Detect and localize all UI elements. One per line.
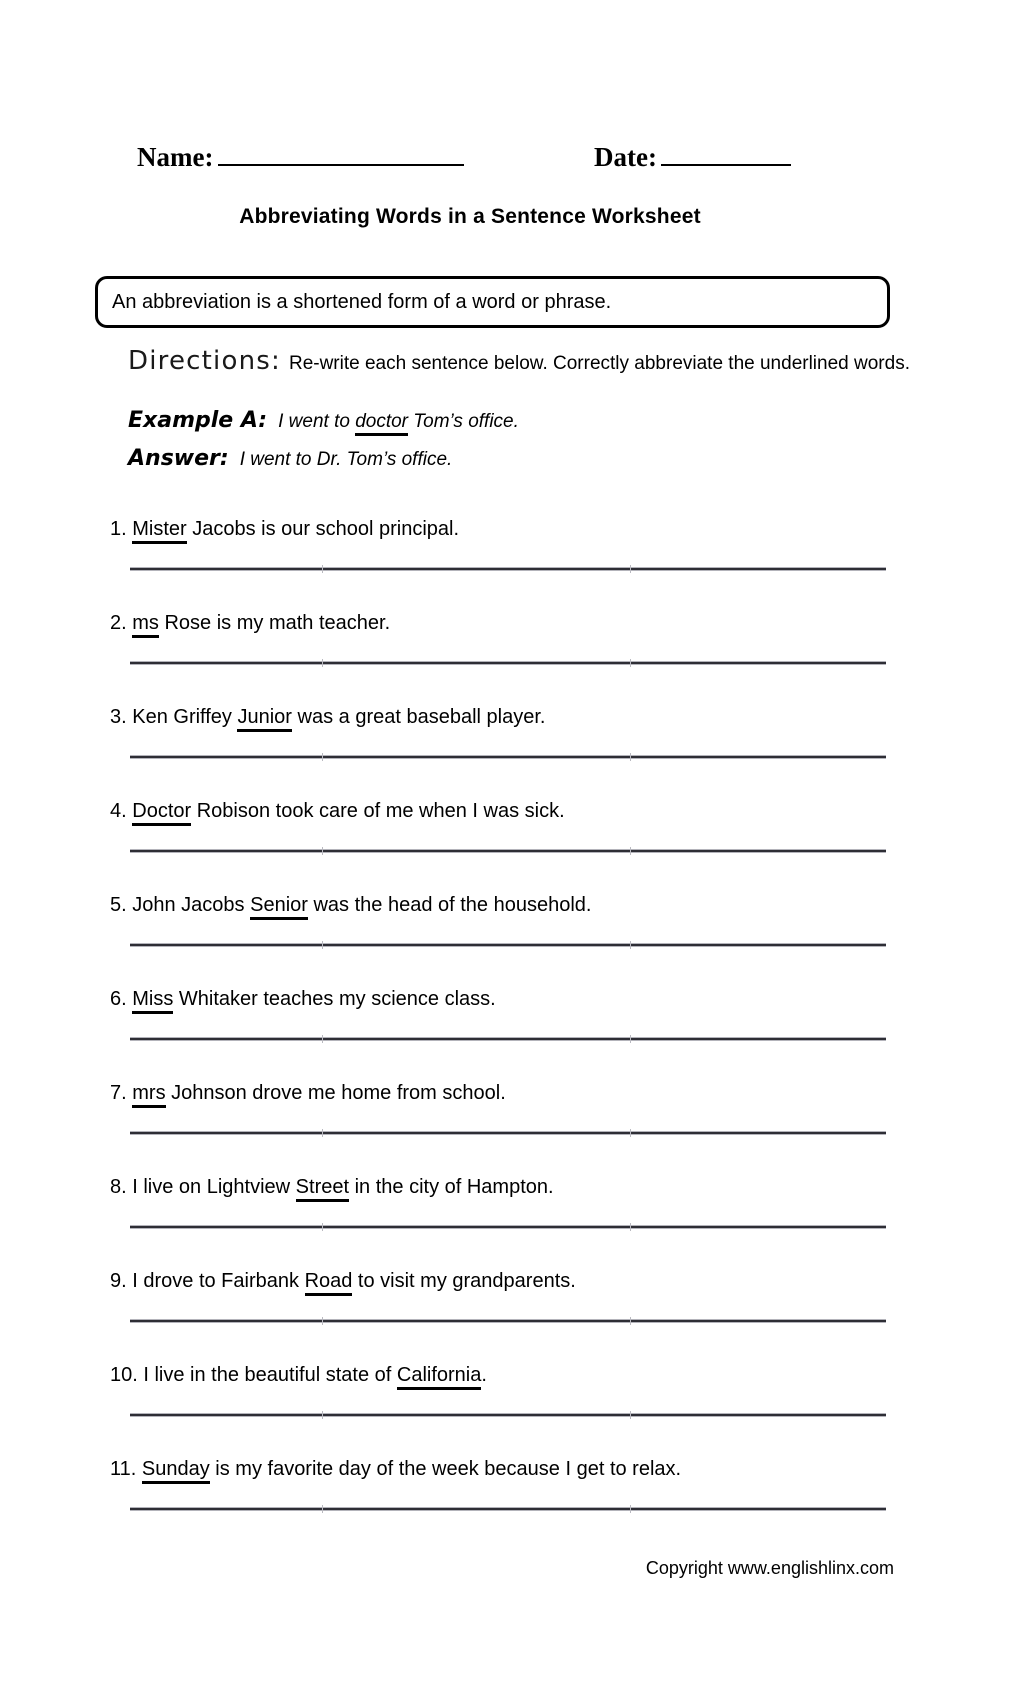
- question-number: 4.: [110, 800, 127, 822]
- underlined-word: Road: [305, 1270, 353, 1296]
- question-number: 7.: [110, 1082, 127, 1104]
- question-text-post: is my favorite day of the week because I get to relax.: [209, 1458, 682, 1480]
- answer-sentence: I went to Dr. Tom’s office.: [239, 449, 453, 470]
- underlined-word: Doctor: [132, 800, 191, 826]
- underlined-word: California: [397, 1364, 481, 1390]
- question-text-post: .: [481, 1364, 487, 1386]
- underlined-word: Sunday: [142, 1458, 210, 1484]
- answer-write-line: [130, 849, 886, 853]
- underlined-word: ms: [132, 612, 159, 638]
- answer-write-line: [130, 1037, 886, 1041]
- underlined-word: mrs: [132, 1082, 165, 1108]
- underlined-word: Junior: [237, 706, 291, 732]
- question-7: [110, 1080, 900, 1107]
- question-text-pre: I live on Lightview: [132, 1176, 296, 1198]
- question-10: [110, 1362, 900, 1389]
- definition-text: An abbreviation is a shortened form of a word or phrase.: [112, 290, 612, 313]
- date-field-group: [594, 142, 791, 173]
- question-number: 10.: [110, 1364, 138, 1386]
- example-label: Example A:: [128, 408, 268, 433]
- question-text-post: Johnson drove me home from school.: [165, 1082, 506, 1104]
- question-1: [110, 516, 900, 543]
- question-number: 8.: [110, 1176, 127, 1198]
- question-text-post: was the head of the household.: [307, 894, 592, 916]
- question-9: [110, 1268, 900, 1295]
- answer-write-line: [130, 1413, 886, 1417]
- question-number: 9.: [110, 1270, 127, 1292]
- question-text-post: Whitaker teaches my science class.: [173, 988, 496, 1010]
- question-text-pre: John Jacobs: [132, 894, 251, 916]
- answer-write-line: [130, 1225, 886, 1229]
- answer-write-line: [130, 661, 886, 665]
- directions-text: Re-write each sentence below. Correctly abbreviate the underlined words.: [288, 353, 910, 374]
- question-text-pre: Ken Griffey: [132, 706, 238, 728]
- underlined-word: Senior: [250, 894, 308, 920]
- answer-write-line: [130, 1507, 886, 1511]
- question-text-post: was a great baseball player.: [291, 706, 546, 728]
- question-text-post: Rose is my math teacher.: [158, 612, 391, 634]
- question-number: 1.: [110, 518, 127, 540]
- underlined-word: Mister: [132, 518, 186, 544]
- question-8: [110, 1174, 900, 1201]
- example-row: [128, 408, 519, 433]
- example-answer-row: [128, 446, 452, 471]
- name-blank-line: [218, 164, 464, 166]
- answer-write-line: [130, 943, 886, 947]
- answer-write-line: [130, 1131, 886, 1135]
- question-4: [110, 798, 900, 825]
- date-label: Date:: [594, 142, 657, 172]
- question-3: [110, 704, 900, 731]
- question-text-pre: I live in the beautiful state of: [143, 1364, 397, 1386]
- copyright-text: Copyright www.englishlinx.com: [645, 1558, 894, 1578]
- date-blank-line: [661, 164, 791, 166]
- question-11: [110, 1456, 900, 1483]
- example-sentence: I went to doctor Tom’s office.: [267, 411, 519, 433]
- answer-write-line: [130, 567, 886, 571]
- directions-section: [128, 346, 918, 376]
- question-number: 11.: [110, 1458, 137, 1480]
- question-text-pre: I drove to Fairbank: [132, 1270, 305, 1292]
- question-number: 3.: [110, 706, 127, 728]
- example-underlined-word: doctor: [355, 411, 408, 436]
- answer-write-line: [130, 1319, 886, 1323]
- question-5: [110, 892, 900, 919]
- directions-label: Directions:: [128, 346, 281, 376]
- question-text-post: in the city of Hampton.: [349, 1176, 554, 1198]
- answer-label: Answer:: [128, 446, 229, 471]
- definition-box: [95, 276, 890, 328]
- underlined-word: Miss: [132, 988, 173, 1014]
- name-label: Name:: [137, 142, 214, 172]
- answer-write-line: [130, 755, 886, 759]
- question-text-post: to visit my grandparents.: [352, 1270, 576, 1292]
- page-title: Abbreviating Words in a Sentence Worksheet: [239, 205, 701, 228]
- name-field-group: [137, 142, 464, 173]
- question-text-post: Robison took care of me when I was sick.: [191, 800, 565, 822]
- question-6: [110, 986, 900, 1013]
- question-number: 2.: [110, 612, 127, 634]
- question-text-post: Jacobs is our school principal.: [186, 518, 460, 540]
- question-number: 6.: [110, 988, 127, 1010]
- question-2: [110, 610, 900, 637]
- question-number: 5.: [110, 894, 127, 916]
- underlined-word: Street: [296, 1176, 349, 1202]
